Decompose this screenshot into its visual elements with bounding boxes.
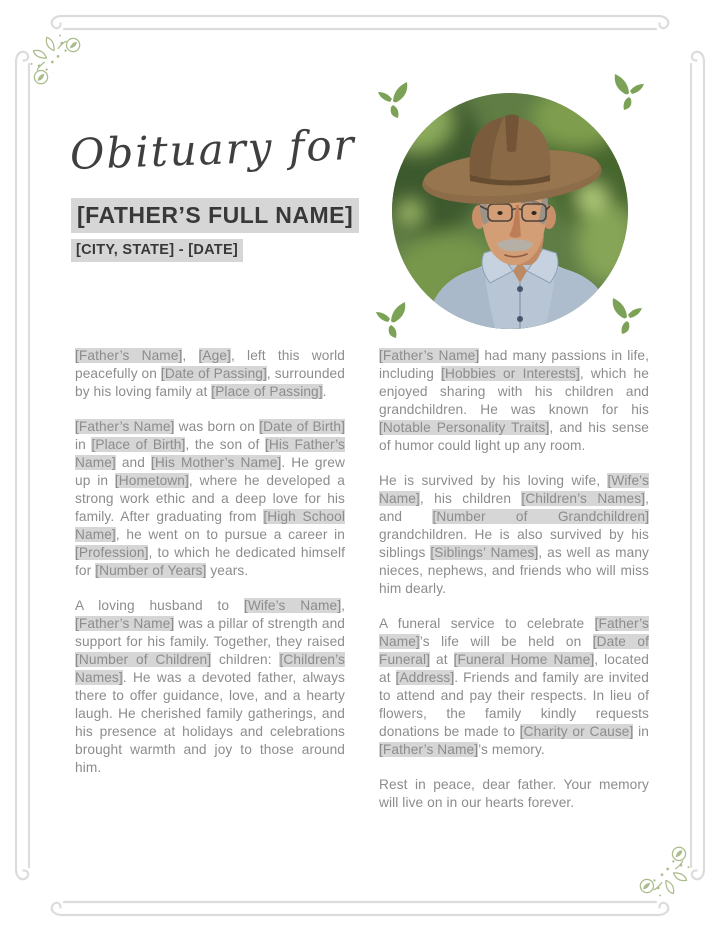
- text-segment: . He grew up in: [75, 455, 345, 488]
- text-segment: ,: [341, 598, 346, 613]
- placeholder-field: [Hobbies or Interests]: [441, 366, 580, 381]
- placeholder-field: [Date of Birth]: [259, 419, 345, 434]
- column-right: [379, 347, 649, 812]
- text-segment: , he went on to pursue a career in: [115, 527, 345, 542]
- placeholder-field: [Wife’s Name]: [379, 473, 649, 506]
- city-date-heading: [71, 243, 243, 258]
- text-segment: , the son of: [185, 437, 265, 452]
- text-segment: at: [430, 652, 454, 667]
- placeholder-field: [Number of Years]: [95, 563, 207, 578]
- father-name-placeholder: [FATHER’S FULL NAME]: [71, 198, 359, 233]
- placeholder-field: [His Father’s Name]: [75, 437, 345, 470]
- paragraph: [75, 597, 345, 777]
- text-segment: He is survived by his loving wife,: [379, 473, 608, 488]
- text-segment: , and: [379, 491, 649, 524]
- placeholder-field: [Age]: [198, 348, 231, 363]
- text-segment: in: [75, 437, 92, 452]
- placeholder-field: [Hometown]: [114, 473, 189, 488]
- father-portrait-photo: [392, 93, 628, 329]
- text-segment: and: [115, 455, 151, 470]
- placeholder-field: [Father’s Name]: [75, 419, 175, 434]
- placeholder-field: [Place of Birth]: [91, 437, 186, 452]
- text-segment: .: [322, 384, 327, 399]
- placeholder-field: [Number of Grandchildren]: [432, 509, 649, 524]
- vine-flourish-icon: [628, 835, 696, 903]
- text-segment: . He was a devoted father, always there to offer guidance, love, and a hearty laugh. He cherished family gatherings, and his presence at holidays and celebrations brought warmth and joy to those around him.: [75, 670, 345, 775]
- city-date-placeholder: [CITY, STATE] - [DATE]: [71, 239, 243, 262]
- vine-flourish-icon: [24, 28, 92, 96]
- text-segment: Rest in peace, dear father. Your memory will live on in our hearts forever.: [379, 777, 649, 810]
- text-segment: . Friends and family are invited to attend and pay their respects. In lieu of flowers, the family kindly requests donations be made to: [379, 670, 649, 739]
- paragraph: [379, 347, 649, 455]
- placeholder-field: [Funeral Home Name]: [453, 652, 595, 667]
- placeholder-field: [Notable Personality Traits]: [379, 420, 550, 435]
- text-segment: years.: [206, 563, 249, 578]
- text-segment: , and his sense of humor could light up any room.: [379, 420, 649, 453]
- text-segment: , located at: [379, 652, 649, 685]
- text-segment: , as well as many nieces, nephews, and friends who will miss him dearly.: [379, 545, 649, 596]
- text-segment: grandchildren. He is also survived by his siblings: [379, 527, 649, 560]
- text-segment: ,: [182, 348, 199, 363]
- placeholder-field: [Place of Passing]: [211, 384, 323, 399]
- placeholder-field: [Father’s Name]: [379, 742, 479, 757]
- placeholder-field: [Children’s Names]: [75, 652, 345, 685]
- placeholder-field: [Siblings’ Names]: [430, 545, 539, 560]
- placeholder-field: [Date of Passing]: [160, 366, 267, 381]
- placeholder-field: [Charity or Cause]: [519, 724, 634, 739]
- column-left: [75, 347, 345, 812]
- text-segment: , surrounded by his loving family at: [75, 366, 345, 399]
- placeholder-field: [Father’s Name]: [75, 616, 175, 631]
- placeholder-field: [High School Name]: [75, 509, 345, 542]
- placeholder-field: [Date of Funeral]: [379, 634, 650, 667]
- placeholder-field: [Father’s Name]: [379, 348, 480, 363]
- portrait-illustration: [392, 93, 628, 329]
- text-segment: was a pillar of strength and support for his family. Together, they raised: [75, 616, 345, 649]
- text-segment: A loving husband to: [75, 598, 244, 613]
- placeholder-field: [Address]: [395, 670, 455, 685]
- text-segment: ’s memory.: [478, 742, 545, 757]
- text-segment: children:: [211, 652, 280, 667]
- placeholder-field: [Profession]: [75, 545, 149, 560]
- text-segment: ’s life will be held on: [419, 634, 593, 649]
- paragraph: [379, 615, 649, 759]
- text-segment: , his children: [419, 491, 522, 506]
- text-segment: A funeral service to celebrate: [379, 616, 595, 631]
- text-segment: had many passions in life, including: [379, 348, 650, 381]
- placeholder-field: [Father’s Name]: [75, 348, 183, 363]
- text-segment: , where he developed a strong work ethic and a deep love for his family. After graduating from: [75, 473, 345, 524]
- text-segment: , which he enjoyed sharing with his children and grandchildren. He was known for his: [379, 366, 649, 417]
- paragraph: [379, 776, 649, 812]
- script-title: Obituary for: [69, 120, 357, 179]
- text-segment: , to which he dedicated himself for: [75, 545, 345, 578]
- obituary-body: [75, 347, 649, 812]
- text-segment: , left this world peacefully on: [75, 348, 345, 381]
- paragraph: [379, 472, 649, 598]
- placeholder-field: [Wife’s Name]: [243, 598, 342, 613]
- placeholder-field: [Children’s Names]: [521, 491, 646, 506]
- placeholder-field: [Father’s Name]: [379, 616, 649, 649]
- placeholder-field: [His Mother’s Name]: [150, 455, 282, 470]
- paragraph: [75, 418, 345, 580]
- father-name-heading: [71, 204, 359, 227]
- placeholder-field: [Number of Children]: [75, 652, 212, 667]
- text-segment: was born on: [174, 419, 260, 434]
- paragraph: [75, 347, 345, 401]
- text-segment: in: [633, 724, 649, 739]
